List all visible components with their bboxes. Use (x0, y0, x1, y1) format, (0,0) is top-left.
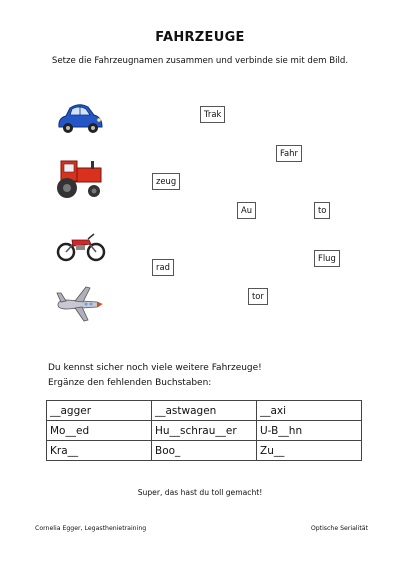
footer-author: Cornelia Egger, Legasthenietraining (35, 525, 147, 532)
airplane-icon (53, 285, 107, 323)
syllable-box: to (314, 202, 330, 219)
table-row (47, 401, 362, 421)
footer-topic: Optische Serialität (310, 525, 368, 532)
table-row (47, 421, 362, 441)
text-line-1: Du kennst sicher noch viele weitere Fahrzeuge! (48, 363, 262, 373)
tractor-icon (53, 158, 105, 200)
syllable-box: Flug (314, 250, 340, 267)
syllable-box: tor (248, 288, 268, 305)
table-cell: __astwagen (152, 401, 257, 421)
syllable-box: zeug (152, 173, 180, 190)
motorcycle-icon (55, 227, 107, 263)
table-cell: __agger (47, 401, 152, 421)
table-cell: U-B__hn (257, 421, 362, 441)
instruction-text: Setze die Fahrzeugnamen zusammen und verbinde sie mit dem Bild. (51, 56, 349, 66)
table-row (47, 441, 362, 461)
car-icon (55, 100, 105, 138)
table-cell: Kra__ (47, 441, 152, 461)
table-cell: __axi (257, 401, 362, 421)
table-cell: Boo_ (152, 441, 257, 461)
table-cell: Mo__ed (47, 421, 152, 441)
table-cell: Hu__schrau__er (152, 421, 257, 441)
page-title: FAHRZEUGE (155, 30, 245, 45)
praise-text: Super, das hast du toll gemacht! (137, 488, 263, 497)
text-line-2: Ergänze den fehlenden Buchstaben: (48, 378, 212, 388)
syllable-box: Fahr (276, 145, 302, 162)
syllable-box: rad (152, 259, 174, 276)
syllable-box: Trak (200, 106, 225, 123)
fill-in-table (46, 400, 362, 461)
table-cell: Zu__ (257, 441, 362, 461)
syllable-box: Au (237, 202, 256, 219)
